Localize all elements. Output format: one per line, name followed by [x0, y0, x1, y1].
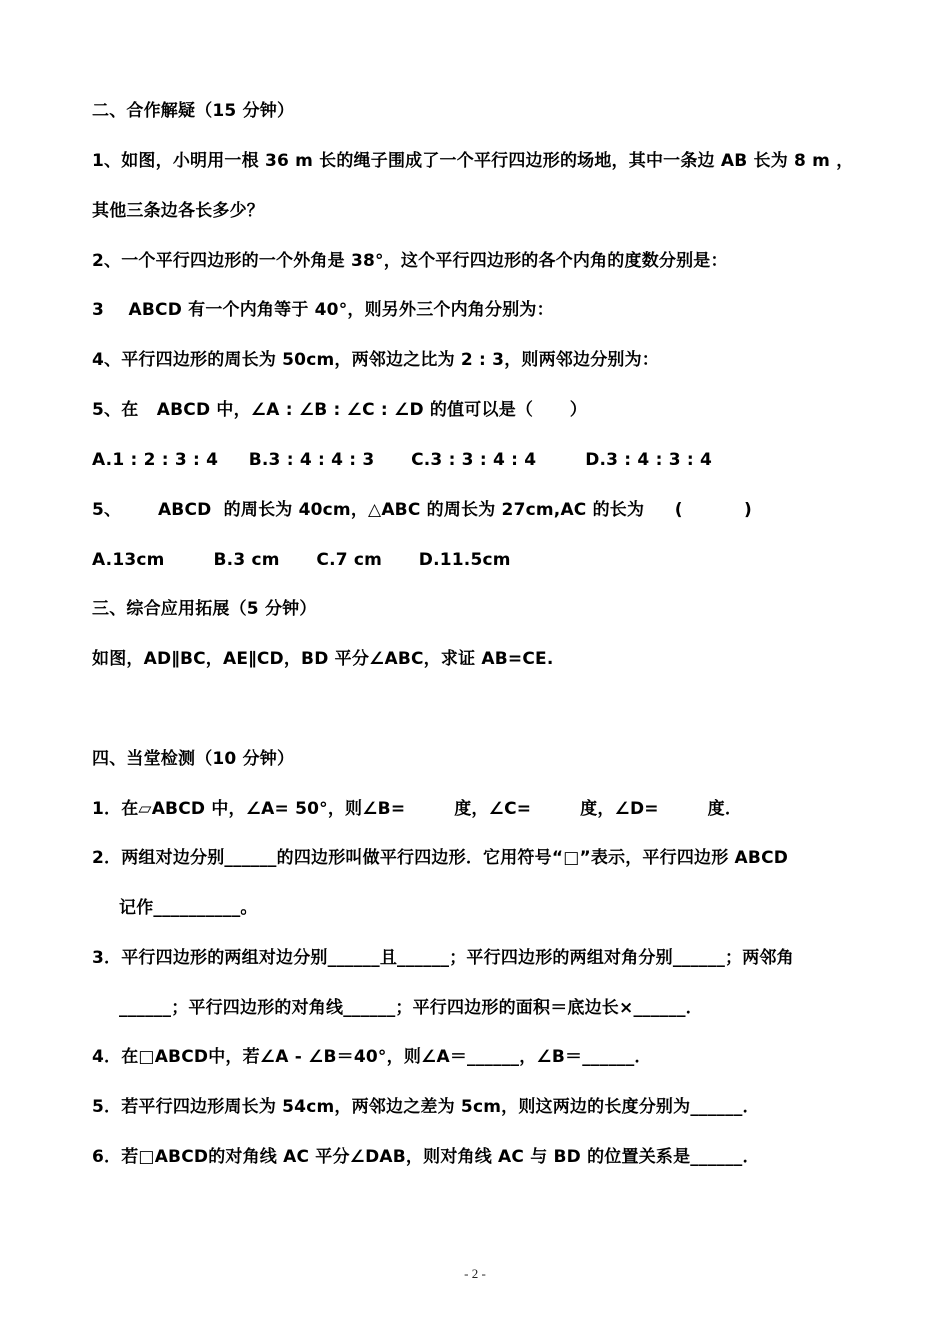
question-4-text: 4、平行四边形的周长为 50cm，两邻边之比为 2 : 3，则两邻边分别为：: [92, 350, 660, 370]
section-heading-cooperative: 二、合作解疑（15 分钟）: [92, 101, 295, 121]
question-2-text: 2、一个平行四边形的一个外角是 38°，这个平行四边形的各个内角的度数分别是：: [92, 251, 728, 271]
section-heading-application: 三、综合应用拓展（5 分钟）: [92, 599, 317, 619]
check-question-6: 6．若□ABCD的对角线 AC 平分∠DAB，则对角线 AC 与 BD 的位置关系是______．: [92, 1147, 760, 1167]
section-heading-check: 四、当堂检测（10 分钟）: [92, 749, 295, 769]
question-6-options: A.13cm B.3 cm C.7 cm D.11.5cm: [92, 550, 511, 570]
check-question-3: 3．平行四边形的两组对边分别______且______；平行四边形的两组对角分别______；两邻角: [92, 948, 794, 968]
question-1-continuation: 其他三条边各长多少？: [92, 201, 264, 221]
page-number: - 2 -: [464, 1266, 486, 1281]
question-5-text: 5、在 ABCD 中，∠A : ∠B : ∠C : ∠D 的值可以是（ ）: [92, 400, 588, 420]
check-question-5: 5．若平行四边形周长为 54cm，两邻边之差为 5cm，则这两边的长度分别为______．: [92, 1097, 760, 1117]
question-5-options: A.1 : 2 : 3 : 4 B.3 : 4 : 4 : 3 C.3 : 3 : 4 : 4 D.3 : 4 : 3 : 4: [92, 450, 712, 470]
check-question-2-continuation: 记作__________。: [119, 898, 258, 918]
question-3-text: 3 ABCD 有一个内角等于 40°，则另外三个内角分别为：: [92, 300, 554, 320]
check-question-4: 4．在□ABCD中，若∠A - ∠B＝40°，则∠A＝______，∠B＝______．: [92, 1047, 652, 1067]
check-question-3-continuation: ______；平行四边形的对角线______；平行四边形的面积＝底边长×______．: [119, 998, 703, 1018]
question-6-text: 5、 ABCD 的周长为 40cm，△ABC 的周长为 27cm,AC 的长为 ( ): [92, 500, 752, 520]
check-question-2: 2．两组对边分别______的四边形叫做平行四边形．它用符号“□”表示，平行四边形 ABCD: [92, 848, 789, 868]
check-question-1: 1．在▱ABCD 中，∠A= 50°，则∠B= 度，∠C= 度，∠D= 度．: [92, 799, 743, 819]
question-1-text: 1、如图，小明用一根 36 m 长的绳子围成了一个平行四边形的场地，其中一条边 AB 长为 8 m ，: [92, 151, 854, 171]
proof-problem-text: 如图，AD∥BC，AE∥CD，BD 平分∠ABC，求证 AB=CE.: [92, 649, 554, 669]
